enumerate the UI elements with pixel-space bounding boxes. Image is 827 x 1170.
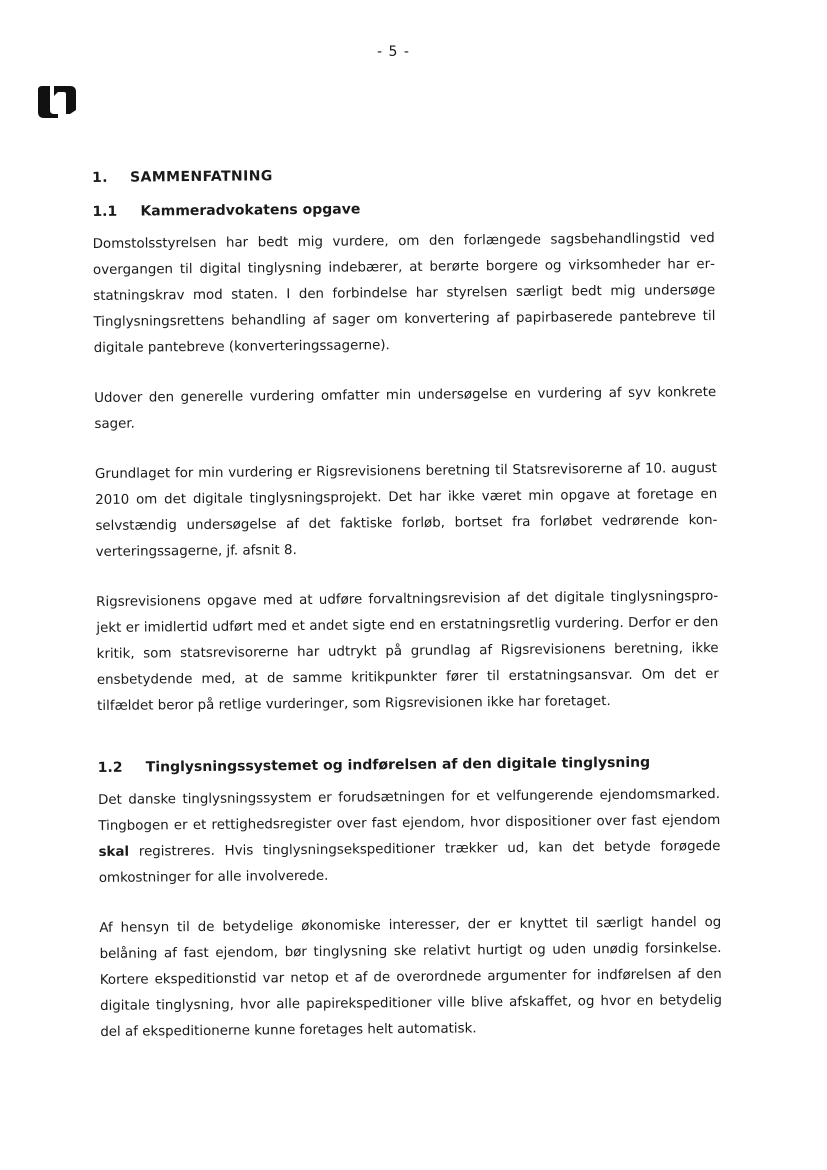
paragraph-text: registreres. Hvis tinglysningsekspeditioner trækker ud, kan det betyde forøgede omkostninger for alle involverede. (98, 838, 721, 886)
paragraph: Af hensyn til de betydelige økonomiske interesser, der er knyttet til særligt handel og belåning af fast ejendom, bør tinglysning ske relativt hurtigt og uden unødig forsinkelse. Kortere ekspeditionstid var netop et af de overordnede argumenter for indførelsen af den digitale tinglysning, hvor alle papirekspeditioner ville blive afskaffet, og hvor en betydelig del af ekspeditionerne kunne foretages helt automatisk. (99, 914, 723, 1040)
paragraph (98, 782, 721, 892)
subsection-1-1-heading (92, 198, 714, 220)
firm-logo-icon (36, 84, 78, 120)
subsection-title: Kammeradvokatens opgave (140, 201, 361, 220)
emphasis-text: skal (98, 844, 130, 860)
document-body (92, 164, 722, 1046)
paragraph-text: Det danske tinglysningssystem er forudsætningen for et velfungerende ejendomsmarked. Tingbogen er et rettighedsregister over fast ejendom, hvor dispositioner over fast ejendom (97, 787, 721, 834)
page-number: - 5 - (377, 44, 410, 60)
paragraph: Domstolsstyrelsen har bedt mig vurdere, om den forlængede sagsbehandlingstid ved overgangen til digital tinglysning indebærer, at berørte borgere og virksomheder har erstatningskrav mod staten. I den forbindelse har styrelsen særligt bedt mig undersøge Tinglysningsrettens behandling af sager om konvertering af papirbaserede pantebreve til digitale pantebreve (konverteringssagerne). (92, 231, 716, 356)
subsection-1-2-heading (98, 754, 720, 776)
paragraph: Rigsrevisionens opgave med at udføre forvaltningsrevision af det digitale tinglysningsprojekt er imidlertid udført med et andet sigte end en erstatningsretlig vurdering. Derfor er den kritik, som statsrevisorerne har udtrykt på grundlag af Rigsrevisionens beretning, ikke ensbetydende med, at de samme kritikpunkter fører til erstatningsansvar. Om det er tilfældet beror på retlige vurderinger, som Rigsrevisionen ikke har foretaget. (96, 589, 719, 714)
paragraph: Udover den generelle vurdering omfatter min undersøgelse en vurdering af syv konkrete sager. (94, 385, 717, 432)
paragraph: Grundlaget for min vurdering er Rigsrevisionens beretning til Statsrevisorerne af 10. august 2010 om det digitale tinglysningsprojekt. Det har ikke været min opgave at foretage en selvstændig undersøgelse af det faktiske forløb, bortset fra forløbet vedrørende konverteringssagerne, jf. afsnit 8. (94, 461, 718, 560)
section-1-heading (92, 164, 714, 186)
subsection-number: 1.1 (92, 203, 118, 220)
subsection-number: 1.2 (97, 759, 123, 776)
section-title: SAMMENFATNING (129, 168, 273, 186)
subsection-title: Tinglysningssystemet og indførelsen af den digitale tinglysning (145, 754, 651, 776)
section-number: 1. (92, 169, 109, 186)
